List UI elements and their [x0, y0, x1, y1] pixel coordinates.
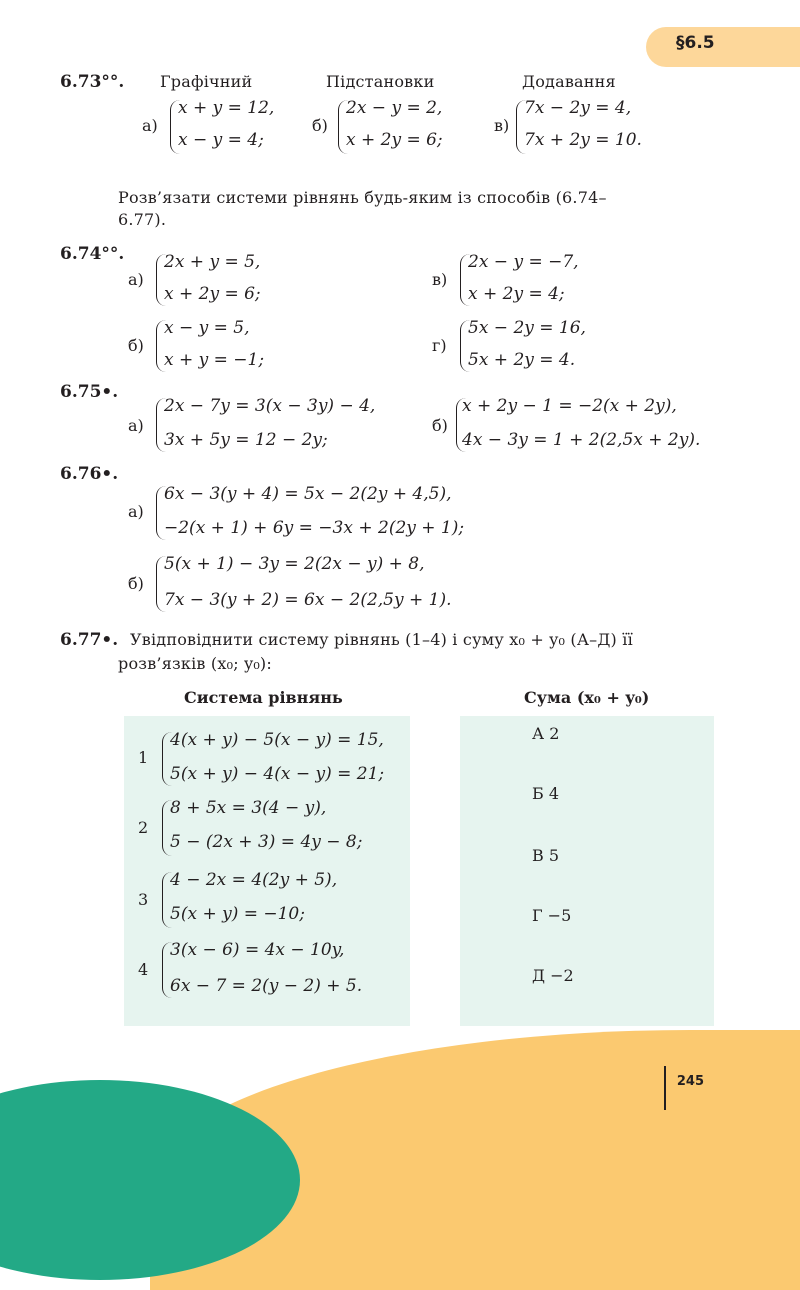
part-label: б)	[312, 116, 328, 135]
column-header-sums: Сума (x₀ + y₀)	[524, 688, 650, 707]
exercise-number-674: 6.74°°.	[60, 244, 125, 264]
answer-option-g: Г −5	[532, 906, 572, 925]
part-label: а)	[128, 416, 144, 435]
equation: x + 2y = 6;	[346, 130, 443, 150]
equation: x + 2y = 6;	[164, 284, 261, 304]
equation: x + y = −1;	[164, 350, 265, 370]
part-label: б)	[128, 336, 144, 355]
answer-option-a: А 2	[532, 724, 560, 743]
equation: 7x − 3(y + 2) = 6x − 2(2,5y + 1).	[164, 590, 452, 610]
equation: x − y = 5,	[164, 318, 250, 338]
page-number: 245	[676, 1074, 704, 1089]
method-graphic: Графічний	[160, 72, 253, 91]
answer-option-d: Д −2	[532, 966, 574, 985]
equation: 2x − y = −7,	[468, 252, 579, 272]
exercise-number-677: 6.77•.	[60, 630, 119, 650]
part-label: б)	[128, 574, 144, 593]
equation: 5(x + y) − 4(x − y) = 21;	[170, 764, 385, 784]
equation: 6x − 7 = 2(y − 2) + 5.	[170, 976, 363, 996]
equation: 6x − 3(y + 4) = 5x − 2(2y + 4,5),	[164, 484, 452, 504]
equation: 2x − 7y = 3(x − 3y) − 4,	[164, 396, 376, 416]
equation: 7x − 2y = 4,	[524, 98, 632, 118]
equation: x − y = 4;	[178, 130, 264, 150]
system-number: 4	[138, 960, 149, 979]
part-label: а)	[128, 502, 144, 521]
part-label: а)	[142, 116, 158, 135]
exercise-number-675: 6.75•.	[60, 382, 119, 402]
equation: x + 2y = 4;	[468, 284, 565, 304]
exercise-number-673: 6.73°°.	[60, 72, 125, 92]
equation: 2x + y = 5,	[164, 252, 261, 272]
equation: 5x − 2y = 16,	[468, 318, 586, 338]
column-header-systems: Система рівнянь	[184, 688, 343, 707]
method-substitution: Підстановки	[326, 72, 435, 91]
equation: 3x + 5y = 12 − 2y;	[164, 430, 328, 450]
task-text: Увідповіднити систему рівнянь (1–4) і суму x₀ + y₀ (А–Д) її	[130, 630, 633, 649]
equation: −2(x + 1) + 6y = −3x + 2(2y + 1);	[164, 518, 465, 538]
equation: x + y = 12,	[178, 98, 275, 118]
method-addition: Додавання	[522, 72, 616, 91]
equation: 3(x − 6) = 4x − 10y,	[170, 940, 345, 960]
system-number: 2	[138, 818, 149, 837]
sums-panel	[460, 716, 714, 1026]
system-number: 1	[138, 748, 149, 767]
equation: 5(x + 1) − 3y = 2(2x − y) + 8,	[164, 554, 425, 574]
part-label: б)	[432, 416, 448, 435]
instruction-line: 6.77).	[118, 210, 167, 229]
task-text: розв’язків (x₀; y₀):	[118, 654, 272, 673]
answer-option-b: Б 4	[532, 784, 560, 803]
equation: 5(x + y) = −10;	[170, 904, 305, 924]
equation: x + 2y − 1 = −2(x + 2y),	[462, 396, 677, 416]
answer-option-v: В 5	[532, 846, 560, 865]
system-number: 3	[138, 890, 149, 909]
page-number-divider	[664, 1066, 666, 1110]
exercise-number-676: 6.76•.	[60, 464, 119, 484]
equation: 4(x + y) − 5(x − y) = 15,	[170, 730, 384, 750]
part-label: в)	[432, 270, 448, 289]
equation: 4x − 3y = 1 + 2(2,5x + 2y).	[462, 430, 701, 450]
equation: 5x + 2y = 4.	[468, 350, 576, 370]
equation: 8 + 5x = 3(4 − y),	[170, 798, 327, 818]
instruction-line: Розв’язати системи рівнянь будь-яким із способів (6.74–	[118, 188, 607, 207]
part-label: в)	[494, 116, 510, 135]
equation: 7x + 2y = 10.	[524, 130, 642, 150]
part-label: а)	[128, 270, 144, 289]
equation: 2x − y = 2,	[346, 98, 443, 118]
section-label: §6.5	[676, 33, 715, 53]
section-tab	[646, 27, 800, 67]
equation: 4 − 2x = 4(2y + 5),	[170, 870, 338, 890]
equation: 5 − (2x + 3) = 4y − 8;	[170, 832, 363, 852]
part-label: г)	[432, 336, 447, 355]
